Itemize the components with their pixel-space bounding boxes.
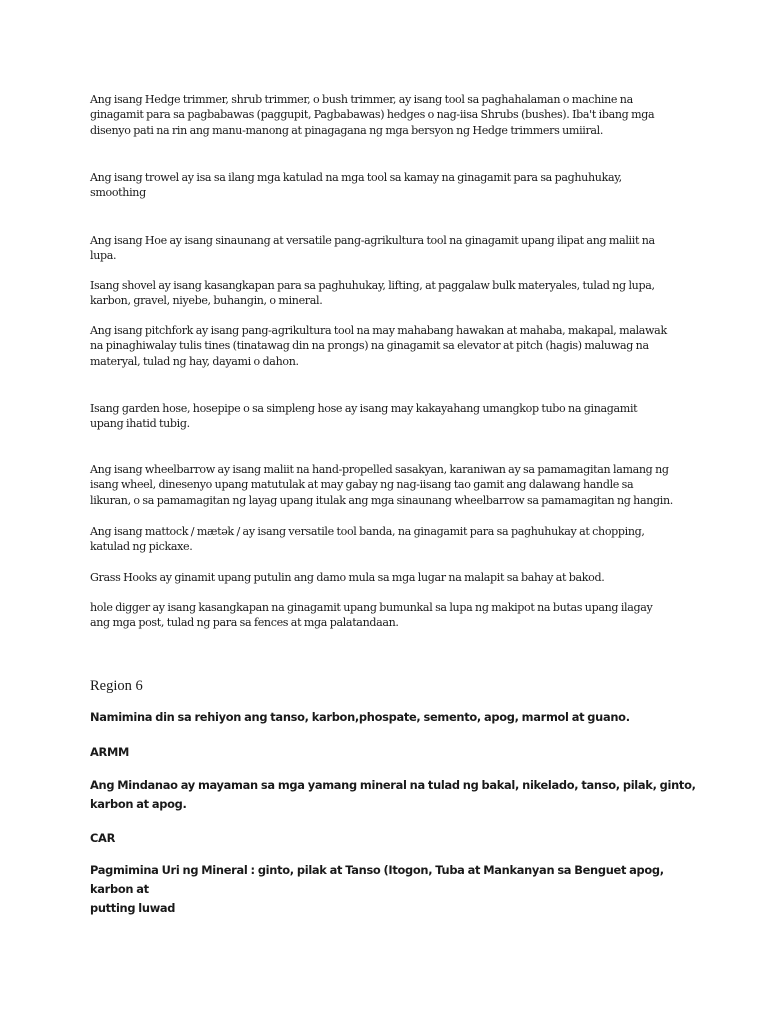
trowel-paragraph: Ang isang trowel ay isa sa ilang mga katulad na mga tool sa kamay na ginagamit para sa paghuhukay, smoothing <box>90 171 622 200</box>
wheelbarrow-paragraph: Ang isang wheelbarrow ay isang maliit na hand-propelled sasakyan, karaniwan ay sa pamamagitan lamang ng isang wheel, dinesenyo upang matutulak at may gabay ng nag-iisang tao gamit ang dalawang handle sa likuran, o sa pamamagitan ng layag upang itulak ang mga sinaunang wheelbarrow sa pamamagitan ng hangin. <box>90 463 673 507</box>
armm-text: Ang Mindanao ay mayaman sa mga yamang mineral na tulad ng bakal, nikelado, tanso, pilak, ginto, karbon at apog. <box>90 778 696 811</box>
pitchfork-paragraph: Ang isang pitchfork ay isang pang-agrikultura tool na may mahabang hawakan at mahaba, makapal, malawak na pinaghiwalay tulis tines (tinatawag din na prongs) na ginagamit sa elevator at pitch (hagis) maluwag na materyal, tulad ng hay, dayami o dahon. <box>90 324 667 368</box>
region6-heading: Region 6 <box>90 678 143 694</box>
hole-digger-paragraph: hole digger ay isang kasangkapan na ginagamit upang bumunkal sa lupa ng makipot na butas upang ilagay ang mga post, tulad ng para sa fences at mga palatandaan. <box>90 601 653 630</box>
grass-hooks-paragraph: Grass Hooks ay ginamit upang putulin ang damo mula sa mga lugar na malapit sa bahay at bakod. <box>90 571 605 584</box>
region6-text: Namimina din sa rehiyon ang tanso, karbon,phospate, semento, apog, marmol at guano. <box>90 710 630 724</box>
garden-hose-paragraph: Isang garden hose, hosepipe o sa simpleng hose ay isang may kakayahang umangkop tubo na ginagamit upang ihatid tubig. <box>90 402 638 431</box>
shovel-paragraph: Isang shovel ay isang kasangkapan para sa paghuhukay, lifting, at paggalaw bulk materyales, tulad ng lupa, karbon, gravel, niyebe, buhangin, o mineral. <box>90 279 655 308</box>
car-heading: CAR <box>90 831 116 845</box>
hedge-trimmer-paragraph: Ang isang Hedge trimmer, shrub trimmer, o bush trimmer, ay isang tool sa paghahalaman o machine na ginagamit para sa pagbabawas (paggupit, Pagbabawas) hedges o nag-iisa Shrubs (bushes). Iba't ibang mga disenyo pati na rin ang manu-manong at pinagagana ng mga bersyon ng Hedge trimmers umiiral. <box>90 93 655 137</box>
car-text: Pagmimina Uri ng Mineral : ginto, pilak at Tanso (Itogon, Tuba at Mankanyan sa Benguet apog, karbon at putting luwad <box>90 863 664 915</box>
hoe-paragraph: Ang isang Hoe ay isang sinaunang at versatile pang-agrikultura tool na ginagamit upang ilipat ang maliit na lupa. <box>90 234 655 263</box>
armm-heading: ARMM <box>90 745 130 759</box>
mattock-paragraph: Ang isang mattock / mætək / ay isang versatile tool banda, na ginagamit para sa paghuhukay at chopping, katulad ng pickaxe. <box>90 525 645 554</box>
